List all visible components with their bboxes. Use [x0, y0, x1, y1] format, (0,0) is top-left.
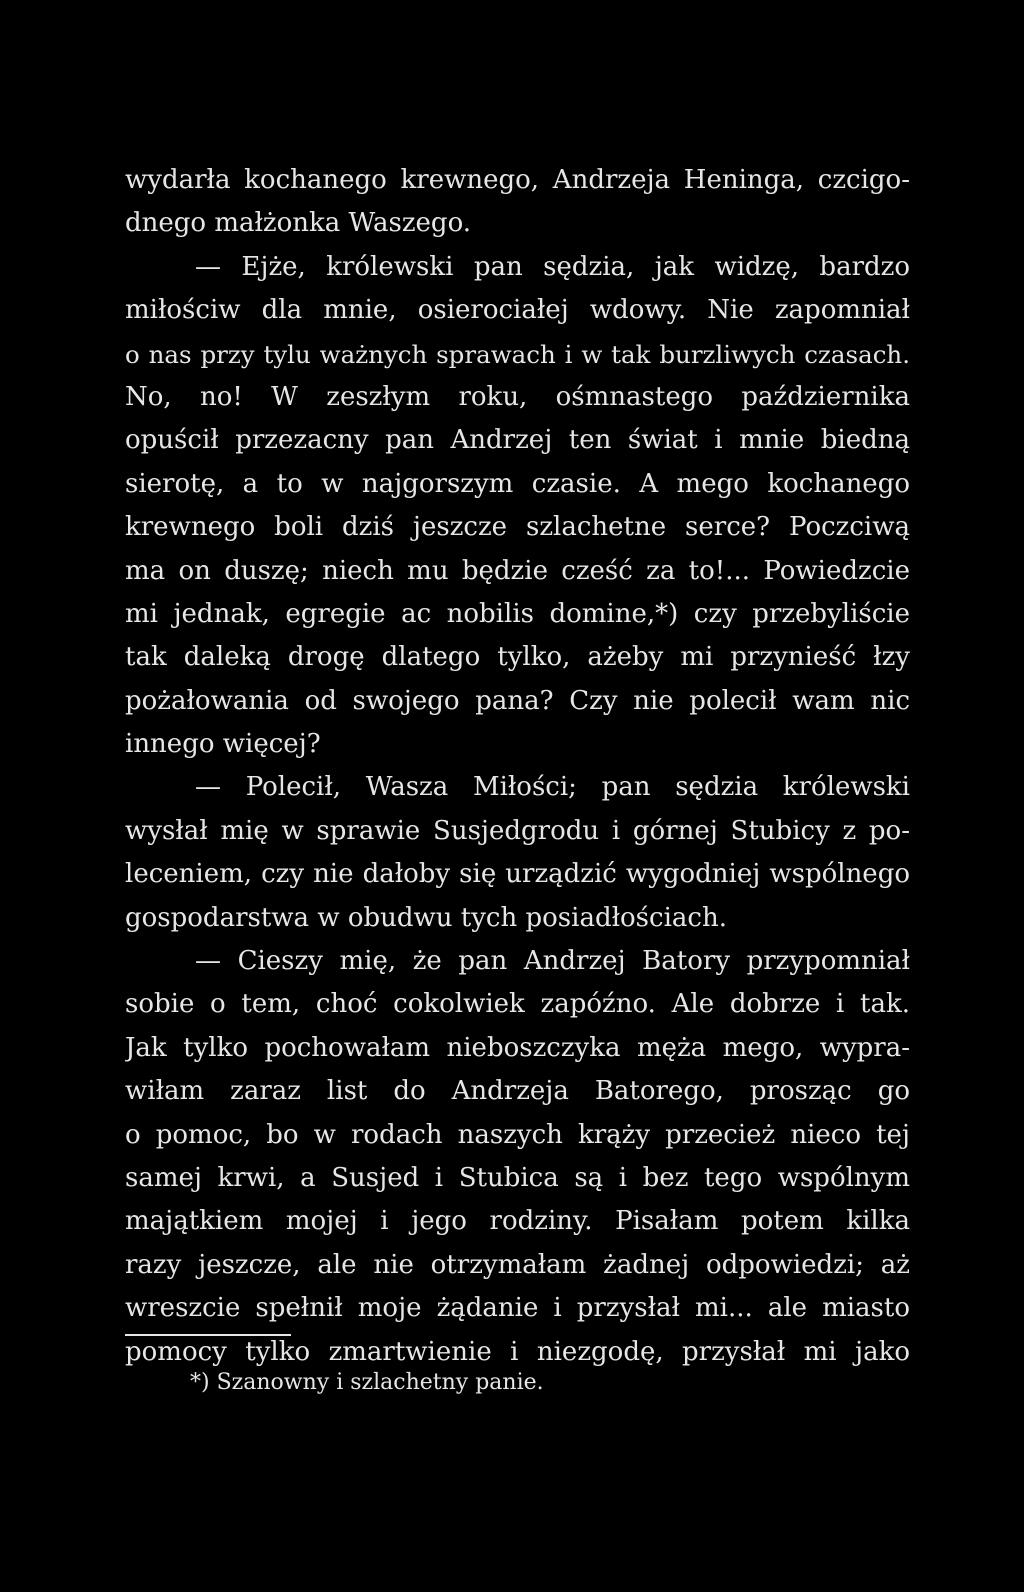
text-line: gospodarstwa w obudwu tych posiadłościach. [125, 902, 727, 933]
text-line: leceniem, czy nie dałoby się urządzić wygodniej wspólnego [125, 859, 910, 890]
text-line: innego więcej? [125, 729, 321, 760]
body-text [125, 159, 910, 1374]
text-line: wydarła kochanego krewnego, Andrzeja Heninga, czcigo- [125, 165, 910, 195]
text-line: — Polecił, Wasza Miłości; pan sędzia królewski [195, 772, 910, 803]
text-line: dnego małżonka Waszego. [125, 208, 472, 239]
text-line: ma on duszę; niech mu będzie cześć za to!... Powiedzcie [125, 555, 910, 586]
text-line: krewnego boli dziś jeszcze szlachetne serce? Poczciwą [125, 512, 910, 543]
footnote-divider [125, 1334, 291, 1336]
text-line: mi jednak, egregie ac nobilis domine,*) czy przebyliście [125, 598, 910, 629]
text-line: razy jeszcze, ale nie otrzymałam żadnej odpowiedzi; aż [125, 1249, 910, 1280]
text-line: No, no! W zeszłym roku, ośmnastego października [125, 381, 910, 412]
text-line: Jak tylko pochowałam nieboszczyka męża mego, wypra- [125, 1032, 910, 1063]
text-line: pożałowania od swojego pana? Czy nie polecił wam nic [125, 685, 910, 716]
text-line: wysłał mię w sprawie Susjedgrodu i górnej Stubicy z po- [125, 815, 910, 846]
text-line: samej krwi, a Susjed i Stubica są i bez tego wspólnym [125, 1162, 910, 1193]
text-line: sobie o tem, choć cokolwiek zapóźno. Ale dobrze i tak. [125, 989, 910, 1020]
text-line: wiłam zaraz list do Andrzeja Batorego, prosząc go [125, 1076, 910, 1107]
footnote: *) Szanowny i szlachetny panie. [190, 1370, 544, 1395]
text-line: majątkiem mojej i jego rodziny. Pisałam potem kilka [125, 1206, 910, 1237]
text-line: tak daleką drogę dlatego tylko, ażeby mi przynieść łzy [125, 642, 910, 673]
text-line: — Cieszy mię, że pan Andrzej Batory przypomniał [195, 946, 910, 977]
text-line: o nas przy tylu ważnych sprawach i w tak burzliwych czasach. [125, 339, 910, 369]
text-line: pomocy tylko zmartwienie i niezgodę, przysłał mi jako [125, 1336, 910, 1367]
text-line: — Ejże, królewski pan sędzia, jak widzę, bardzo [195, 251, 910, 282]
text-line: o pomoc, bo w rodach naszych krąży przecież nieco tej [125, 1119, 910, 1150]
text-line: opuścił przezacny pan Andrzej ten świat i mnie biedną [125, 425, 910, 456]
text-line: miłościw dla mnie, osierociałej wdowy. Nie zapomniał [125, 295, 910, 326]
text-line: wreszcie spełnił moje żądanie i przysłał mi... ale miasto [125, 1293, 910, 1324]
text-line: sierotę, a to w najgorszym czasie. A mego kochanego [125, 468, 910, 499]
